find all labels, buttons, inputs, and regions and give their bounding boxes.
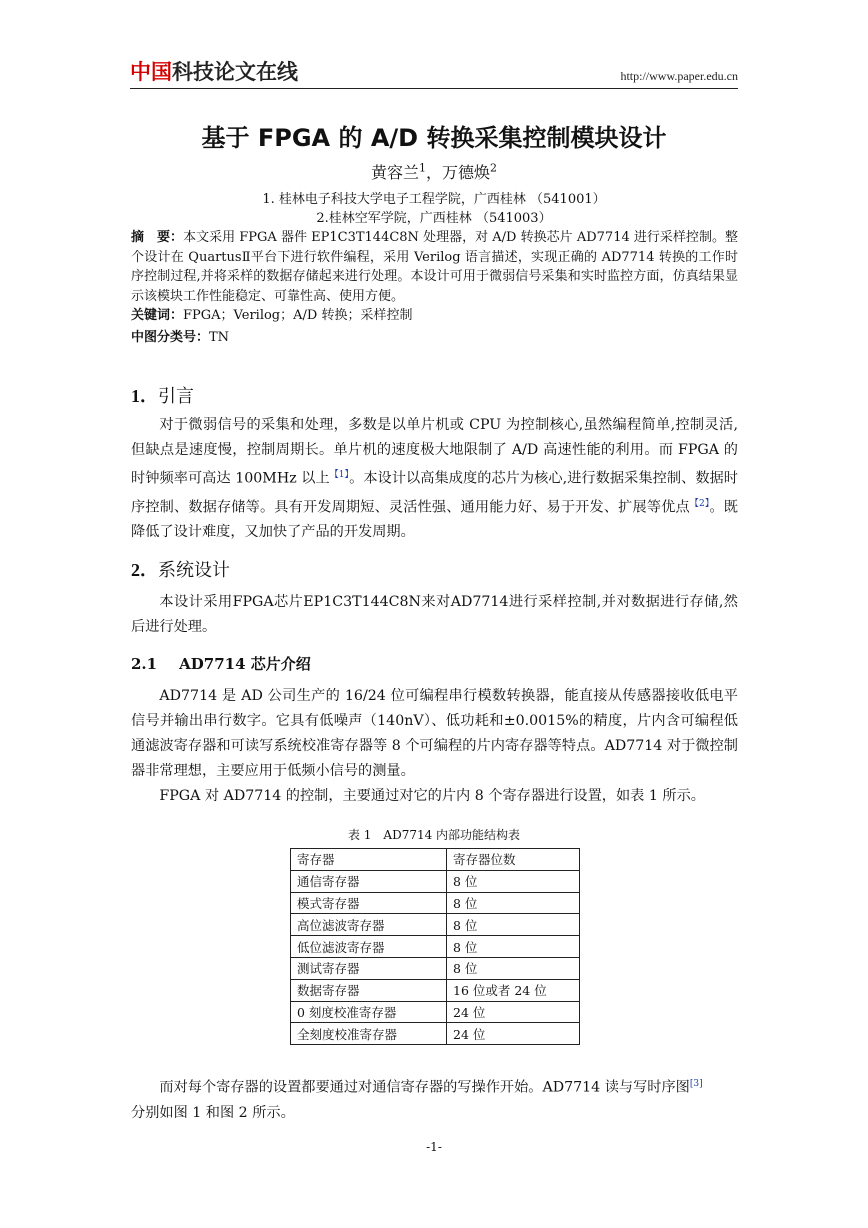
table-cell: 8 位 [447, 936, 580, 958]
table-row [291, 957, 580, 979]
table-cell: 8 位 [447, 957, 580, 979]
page-header [130, 60, 738, 89]
register-table [290, 848, 580, 1045]
table-cell: 高位滤波寄存器 [291, 914, 447, 936]
keywords-text: FPGA；Verilog；A/D 转换；采样控制 [183, 308, 413, 323]
table-caption: 表 1 AD7714 内部功能结构表 [347, 828, 521, 842]
citation[interactable]: [3] [689, 1079, 703, 1089]
section-number: 1． [131, 386, 158, 406]
table-cell: 测试寄存器 [291, 957, 447, 979]
table-row [291, 870, 580, 892]
table-cell: 全刻度校准寄存器 [291, 1023, 447, 1045]
section-heading [131, 382, 194, 408]
citation[interactable]: 【2】 [689, 498, 710, 509]
affiliation: 2.桂林空军学院，广西桂林 （541003） [316, 211, 552, 226]
subsection-heading [131, 653, 311, 674]
table-row [291, 849, 580, 871]
page-number: -1- [426, 1140, 442, 1154]
paragraph-text: 对于微弱信号的采集和处理，多数是以单片机或 CPU 为控制核心,虽然编程简单,控制灵活,但缺点是速度慢，控制周期长。单片机的速度极大地限制了 A/D 高速性能的利用。而 FPGA 的时钟频率可高达 100MHz 以上 [131, 417, 738, 487]
site-url[interactable]: http://www.paper.edu.cn [620, 69, 738, 83]
table-row [291, 914, 580, 936]
paragraph: FPGA 对 AD7714 的控制，主要通过对它的片内 8 个寄存器进行设置，如表 1 所示。 [159, 788, 705, 804]
section-heading [131, 556, 230, 582]
paragraph [131, 413, 738, 545]
table-cell: 24 位 [447, 1023, 580, 1045]
table-row [291, 892, 580, 914]
abstract-text: 本文采用 FPGA 器件 EP1C3T144C8N 处理器，对 A/D 转换芯片 AD7714 进行采样控制。整个设计在 QuartusⅡ平台下进行软件编程，采用 Verilog 语言描述，实现正确的 AD7714 转换的工作时序控制过程,并将采样的数据存储起来进行处理。本设计可用于微弱信号采集和实时监控方面，仿真结果显示该模块工作性能稳定、可靠性高、使用方便。 [131, 230, 738, 304]
section-number: 2． [131, 560, 158, 580]
paragraph-text: 。本设计以高集成度的芯片为核心,进行数据采集控制、数据时序控制、数据存储等。具有开发周期短、灵活性强、通用能力好、易于开发、扩展等优点 [131, 470, 738, 516]
table-cell: 低位滤波寄存器 [291, 936, 447, 958]
paragraph-text: 而对每个寄存器的设置都要通过对通信寄存器的写操作开始。AD7714 读与写时序图 [159, 1079, 690, 1096]
table-cell: 8 位 [447, 870, 580, 892]
paper-title: 基于 FPGA 的 A/D 转换采集控制模块设计 [201, 124, 667, 152]
keywords [131, 306, 738, 325]
subsection-title: AD7714 芯片介绍 [179, 655, 311, 673]
citation[interactable]: 【1】 [329, 470, 350, 480]
classification-text: TN [209, 330, 230, 345]
abstract [131, 228, 738, 306]
table-cell: 24 位 [447, 1001, 580, 1023]
paragraph-text: 。既降低了设计难度，又加快了产品的开发周期。 [131, 499, 738, 541]
author-affiliation-mark: 1 [418, 161, 426, 175]
site-logo[interactable] [130, 60, 298, 84]
table-cell: 8 位 [447, 892, 580, 914]
table-row [291, 979, 580, 1001]
affiliation: 1. 桂林电子科技大学电子工程学院，广西桂林 （541001） [262, 192, 606, 207]
author-name: 万德焕 [442, 163, 491, 182]
section-title: 系统设计 [158, 560, 230, 581]
classification-label: 中图分类号： [131, 330, 210, 345]
table-cell: 8 位 [447, 914, 580, 936]
abstract-label: 摘 要： [131, 230, 184, 245]
table-cell: 模式寄存器 [291, 892, 447, 914]
author-line [0, 160, 868, 183]
table-cell: 16 位或者 24 位 [447, 979, 580, 1001]
table-cell: 0 刻度校准寄存器 [291, 1001, 447, 1023]
logo-red-text: 中国 [130, 60, 172, 84]
table-row [291, 1001, 580, 1023]
classification [131, 328, 738, 347]
paragraph: AD7714 是 AD 公司生产的 16/24 位可编程串行模数转换器，能直接从传感器接收低电平信号并输出串行数字。它具有低噪声（140nV）、低功耗和±0.0015%的精度，片内含可编程低通滤波寄存器和可读写系统校准寄存器等 8 个可编程的片内寄存器等特点。AD7714 对于微控制器非常理想，主要应用于低频小信号的测量。 [131, 688, 738, 779]
paragraph: 本设计采用FPGA芯片EP1C3T144C8N来对AD7714进行采样控制,并对数据进行存储,然后进行处理。 [131, 594, 738, 635]
paragraph-text: 分别如图 1 和图 2 所示。 [131, 1104, 295, 1121]
section-title: 引言 [158, 386, 194, 407]
table-cell: 寄存器 [291, 849, 447, 871]
table-cell: 通信寄存器 [291, 870, 447, 892]
keywords-label: 关键词： [131, 308, 184, 323]
table-row [291, 936, 580, 958]
author-separator: ， [425, 163, 442, 182]
logo-dark-text: 科技论文在线 [172, 60, 298, 84]
author-name: 黄容兰 [370, 163, 419, 182]
table-cell: 数据寄存器 [291, 979, 447, 1001]
table-row [291, 1023, 580, 1045]
author-affiliation-mark: 2 [490, 161, 498, 175]
table-body [291, 849, 580, 1045]
table-cell: 寄存器位数 [447, 849, 580, 871]
subsection-number: 2.1 [131, 655, 158, 673]
paragraph [131, 1072, 738, 1126]
